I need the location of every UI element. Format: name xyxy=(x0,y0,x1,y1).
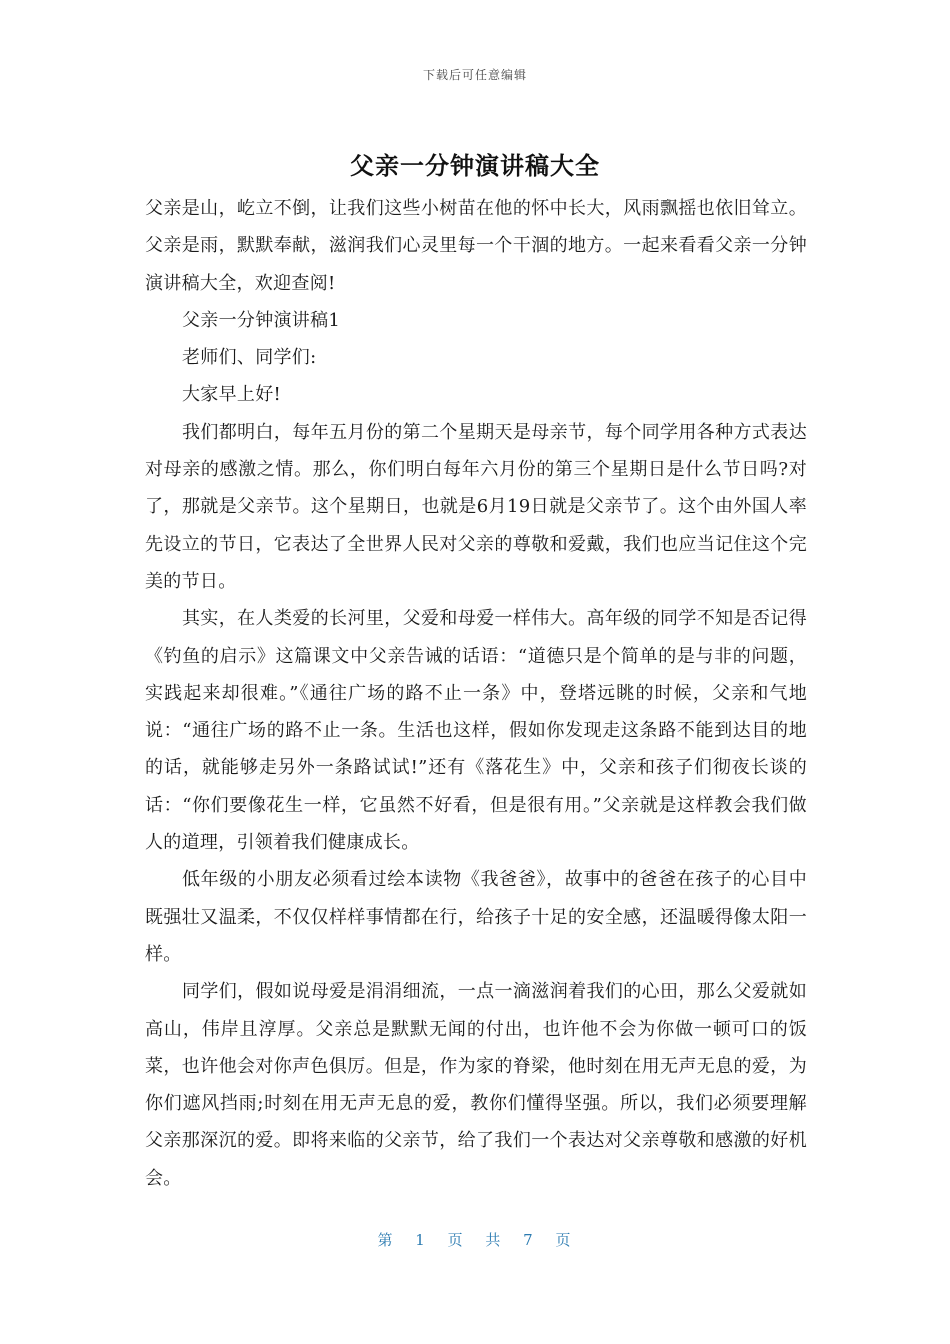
header-note: 下载后可任意编辑 xyxy=(422,68,527,82)
greeting: 大家早上好! xyxy=(182,384,282,406)
salutation: 老师们、同学们: xyxy=(182,347,317,369)
section-heading: 父亲一分钟演讲稿1 xyxy=(182,309,341,331)
body-paragraph: 其实，在人类爱的长河里，父爱和母爱一样伟大。高年级的同学不知是否记得《钓鱼的启示》这篇课文中父亲告诫的话语：“道德只是个简单的是与非的问题，实践起来却很难。”《通往广场的路不止一条》中，登塔远眺的时候，父亲和气地说：“通往广场的路不止一条。生活也这样，假如你发现走这条路不能到达目的地的话，就能够走另外一条路试试!”还有《落花生》中，父亲和孩子们彻夜长谈的话：“你们要像花生一样，它虽然不好看，但是很有用。”父亲就是这样教会我们做人的道理，引领着我们健康成长。 xyxy=(145,608,807,854)
intro-paragraph: 父亲是山，屹立不倒，让我们这些小树苗在他的怀中长大，风雨飘摇也依旧耸立。父亲是雨，默默奉献，滋润我们心灵里每一个干涸的地方。一起来看看父亲一分钟演讲稿大全，欢迎查阅! xyxy=(145,198,807,294)
body-paragraph: 我们都明白，每年五月份的第二个星期天是母亲节，每个同学用各种方式表达对母亲的感激之情。那么，你们明白每年六月份的第三个星期日是什么节日吗?对了，那就是父亲节。这个星期日，也就是6月19日就是父亲节了。这个由外国人率先设立的节日，它表达了全世界人民对父亲的尊敬和爱戴，我们也应当记住这个完美的节日。 xyxy=(145,421,807,592)
document-title: 父亲一分钟演讲稿大全 xyxy=(350,152,600,180)
page-indicator: 第 1 页 共 7 页 xyxy=(377,1231,573,1249)
document-body xyxy=(145,190,807,1197)
body-paragraph: 同学们，假如说母爱是涓涓细流，一点一滴滋润着我们的心田，那么父爱就如高山，伟岸且淳厚。父亲总是默默无闻的付出，也许他不会为你做一顿可口的饭菜，也许他会对你声色俱厉。但是，作为家的脊梁，他时刻在用无声无息的爱，为你们遮风挡雨;时刻在用无声无息的爱，教你们懂得坚强。所以，我们必须要理解父亲那深沉的爱。即将来临的父亲节，给了我们一个表达对父亲尊敬和感激的好机会。 xyxy=(145,981,807,1189)
body-paragraph: 低年级的小朋友必须看过绘本读物《我爸爸》，故事中的爸爸在孩子的心目中既强壮又温柔，不仅仅样样事情都在行，给孩子十足的安全感，还温暖得像太阳一样。 xyxy=(145,869,807,965)
